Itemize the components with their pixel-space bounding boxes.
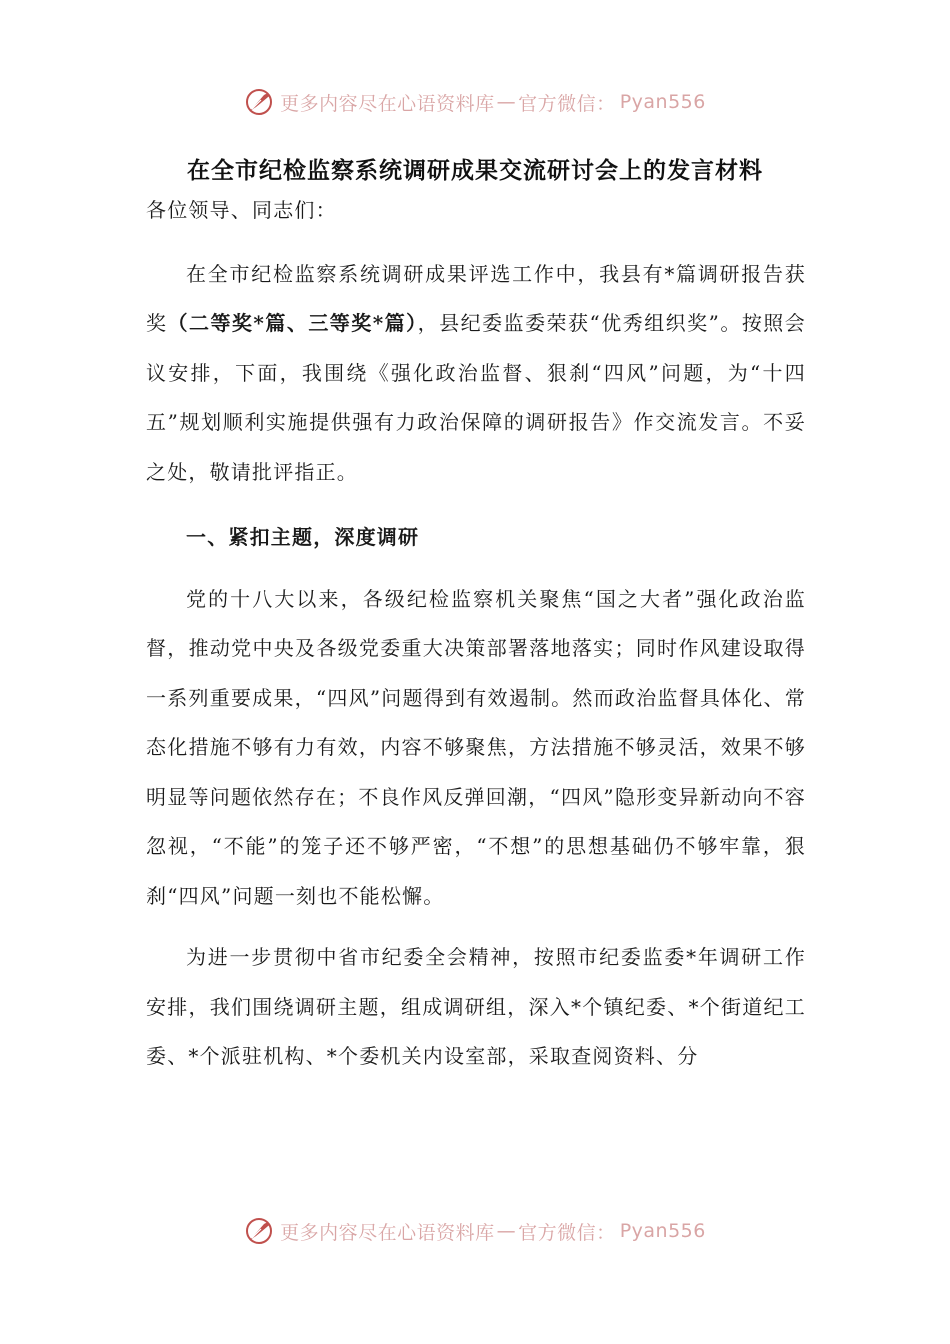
intro-text-2: ，县纪委监委荣获“优秀组织奖”。按照会议安排，下面，我围绕《强化政治监督、狠刹“四风”问题，为“十四五”规划顺利实施提供强有力政治保障的调研报告》作交流发言。不妥之处，敬请批评指正。 (146, 311, 806, 484)
quill-logo-icon (244, 1216, 274, 1246)
banner-wechat-id: Pyan556 (619, 91, 706, 113)
banner-wechat-label: 官方微信： (518, 92, 616, 115)
intro-bold-text: （二等奖*篇、三等奖*篇） (167, 311, 418, 335)
banner-brand: 更多内容尽在心语资料库 (280, 1221, 495, 1244)
document-title: 在全市纪检监察系统调研成果交流研讨会上的发言材料 (187, 157, 763, 184)
banner-wechat-label: 官方微信： (518, 1221, 616, 1244)
section1-paragraph-2: 为进一步贯彻中省市纪委全会精神，按照市纪委监委*年调研工作安排，我们围绕调研主题，组成调研组，深入*个镇纪委、*个街道纪工委、*个派驻机构、*个委机关内设室部，采取查阅资料、分 (146, 945, 806, 1068)
banner-dash: — (496, 1220, 517, 1242)
intro-paragraph (146, 250, 806, 498)
intro-text-1: 在全市纪检监察系统调研成果评选工作中，我县有*篇调研报告获奖 (146, 261, 806, 335)
footer-banner (0, 1211, 950, 1251)
salutation: 各位领导、同志们： (146, 198, 337, 222)
header-banner (0, 82, 950, 122)
section-heading-1: 一、紧扣主题，深度调研 (186, 525, 420, 549)
section1-paragraph-1: 党的十八大以来，各级纪检监察机关聚焦“国之大者”强化政治监督，推动党中央及各级党委重大决策部署落地落实；同时作风建设取得一系列重要成果，“四风”问题得到有效遏制。然而政治监督具体化、常态化措施不够有力有效，内容不够聚焦，方法措施不够灵活，效果不够明显等问题依然存在；不良作风反弹回潮，“四风”隐形变异新动向不容忽视，“不能”的笼子还不够严密，“不想”的思想基础仍不够牢靠，狠刹“四风”问题一刻也不能松懈。 (146, 586, 806, 908)
document-body (146, 186, 806, 1082)
banner-brand: 更多内容尽在心语资料库 (280, 92, 495, 115)
quill-logo-icon (244, 87, 274, 117)
banner-dash: — (496, 91, 517, 113)
banner-wechat-id: Pyan556 (619, 1220, 706, 1242)
